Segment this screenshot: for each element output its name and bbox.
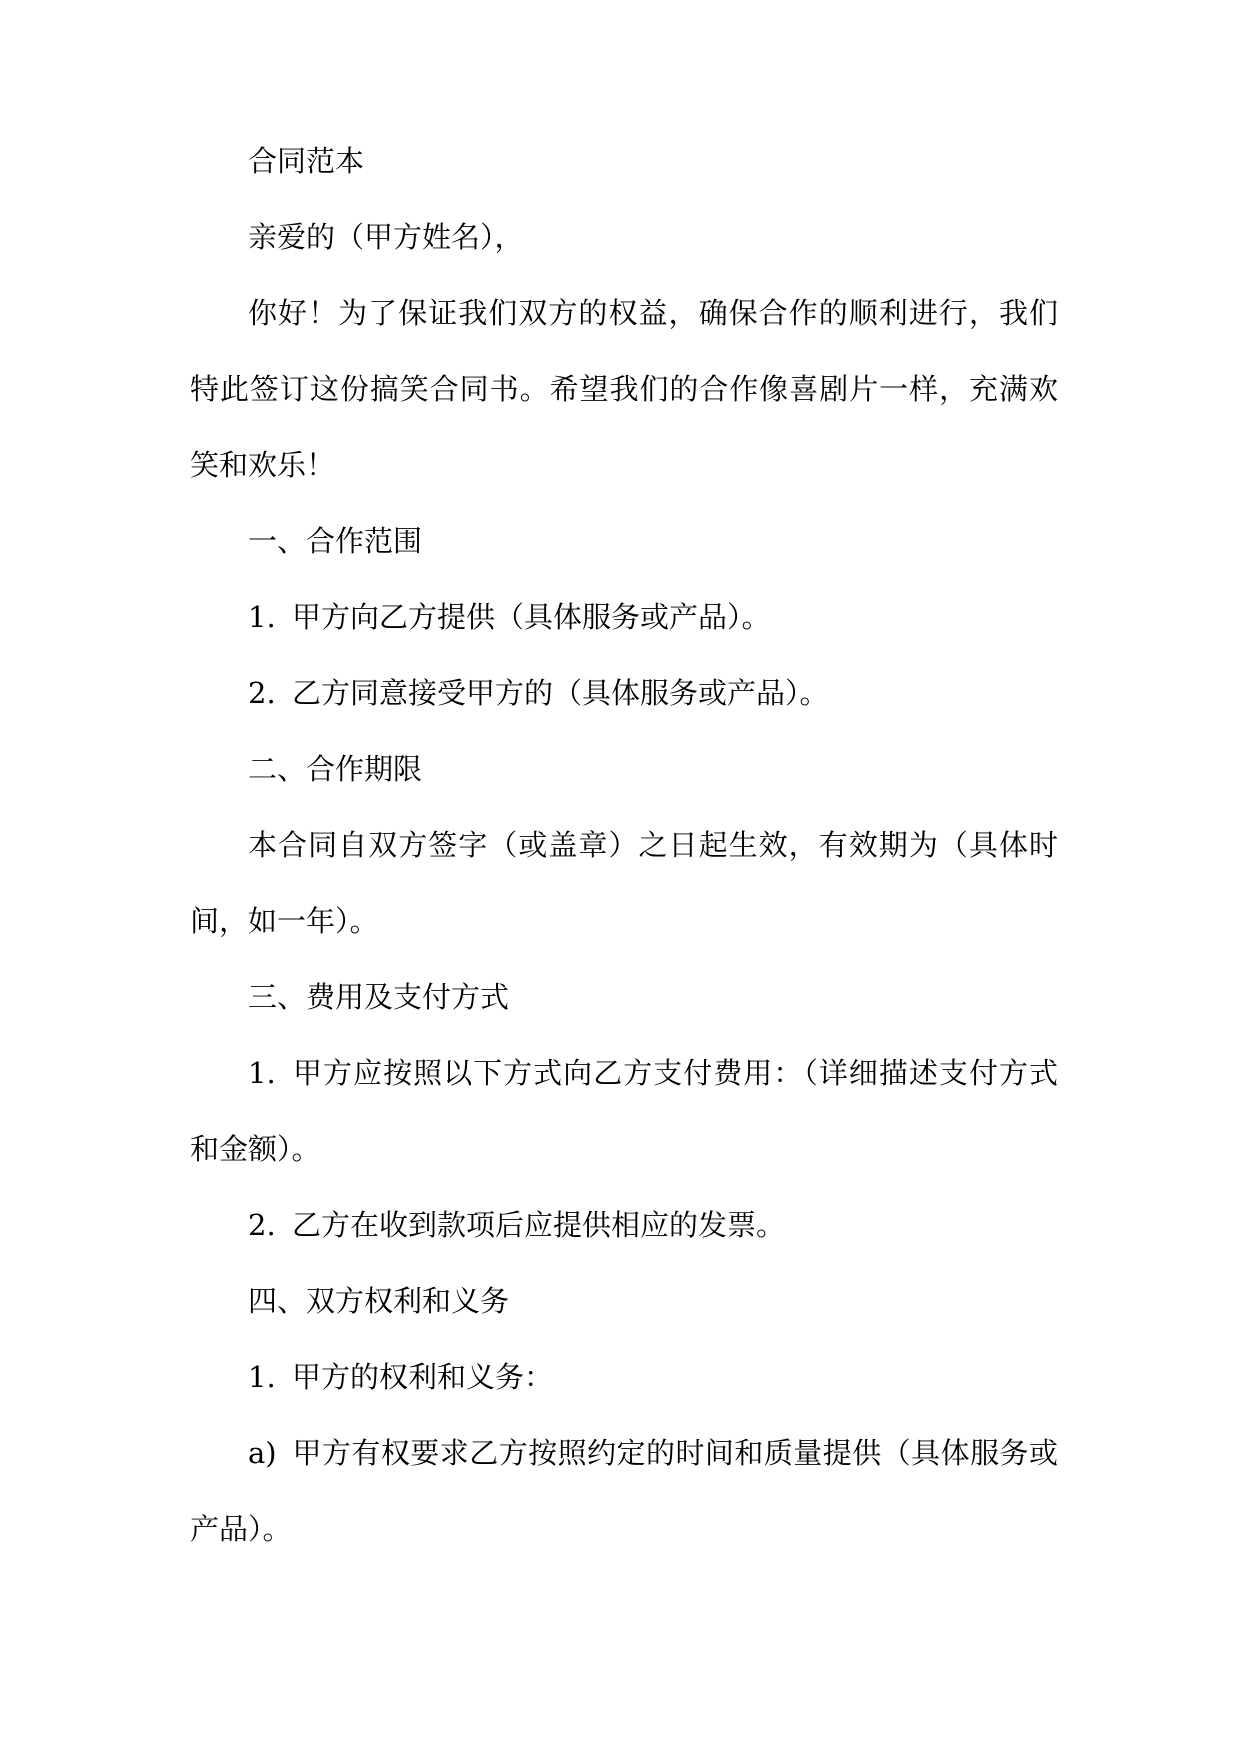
section-heading-payment: 三、费用及支付方式 [248,980,510,1014]
section-heading-rights: 四、双方权利和义务 [248,1284,510,1318]
document-body [190,142,1058,1586]
list-item [190,1415,1058,1567]
list-item [190,1358,1058,1396]
list-marker: 2. [248,1208,276,1242]
document-title: 合同范本 [248,144,365,178]
section-heading-term: 二、合作期限 [248,752,423,786]
term-paragraph: 本合同自双方签字（或盖章）之日起生效，有效期为（具体时间，如一年）。 [190,828,1058,938]
list-marker: a) [248,1436,277,1470]
section-heading-scope: 一、合作范围 [248,524,423,558]
list-item [190,1206,1058,1244]
salutation: 亲爱的（甲方姓名）， [248,220,524,254]
intro-paragraph: 你好！为了保证我们双方的权益，确保合作的顺利进行，我们特此签订这份搞笑合同书。希望我们的合作像喜剧片一样，充满欢笑和欢乐！ [190,296,1058,482]
list-item-text: 甲方应按照以下方式向乙方支付费用：（详细描述支付方式和金额）。 [190,1056,1058,1166]
list-item-text: 甲方有权要求乙方按照约定的时间和质量提供（具体服务或产品）。 [190,1436,1058,1546]
list-item [190,598,1058,636]
list-item [190,1035,1058,1187]
list-item [190,674,1058,712]
list-marker: 2. [248,676,276,710]
list-item-text: 乙方同意接受甲方的（具体服务或产品）。 [292,676,829,710]
list-item-text: 甲方向乙方提供（具体服务或产品）。 [292,600,771,634]
list-marker: 1. [248,1056,276,1090]
list-item-text: 乙方在收到款项后应提供相应的发票。 [292,1208,786,1242]
list-item-text: 甲方的权利和义务： [292,1360,554,1394]
list-marker: 1. [248,600,276,634]
list-marker: 1. [248,1360,276,1394]
